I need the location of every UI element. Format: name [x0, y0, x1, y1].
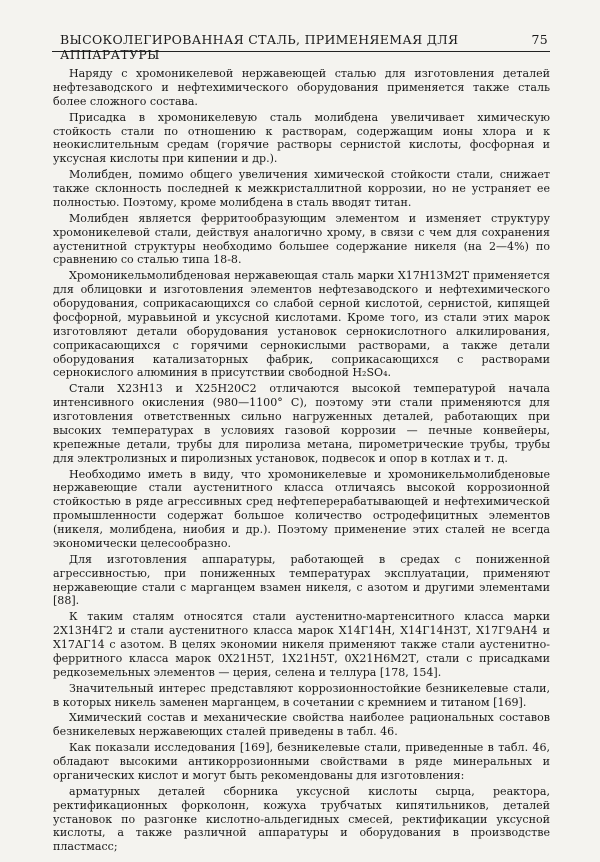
paragraph: Необходимо иметь в виду, что хромоникелевые и хромоникельмолибденовые нержавеющие стали аустенитного класса отличаясь высокой коррозионной стойкостью в ряде агрессивных сред нефтеперерабатывающей и нефтехимической промышленности содержат большое количество остродефицитных элементов (никеля, молибдена, ниобия и др.). Поэтому применение этих сталей не всегда экономически целесообразно. — [53, 467, 550, 550]
paragraph: Молибден является ферритообразующим элементом и изменяет структуру хромоникелевой стали, действуя аналогично хрому, в связи с чем для сохранения аустенитной структуры необходимо большее содержание никеля (на 2—4%) по сравнению со сталью типа 18-8. — [53, 211, 550, 267]
running-header — [60, 32, 548, 62]
paragraph: К таким сталям относятся стали аустенитно-мартенситного класса марки 2Х13Н4Г2 и стали аустенитного класса марок Х14Г14Н, Х14Г14Н3Т, Х17Г9АН4 и Х17АГ14 с азотом. В целях экономии никеля применяют также стали аустенитно-ферритного класса марок 0Х21Н5Т, 1Х21Н5Т, 0Х21Н6М2Т, стали с присадками редкоземельных элементов — церия, селена и теллура [178, 154]. — [53, 610, 550, 679]
paragraph: Как показали исследования [169], безникелевые стали, приведенные в табл. 46, обладают высокими антикоррозионными свойствами в ряде минеральных и органических кислот и могут быть рекомендованы для изготовления: — [53, 741, 550, 782]
paragraph: Химический состав и механические свойства наиболее рациональных составов безникелевых нержавеющих сталей приведены в табл. 46. — [53, 711, 550, 739]
body-text — [53, 67, 550, 854]
paragraph: Стали Х23Н13 и Х25Н20С2 отличаются высокой температурой начала интенсивного окисления (980—1100° С), поэтому эти стали применяются для изготовления ответственных сильно нагруженных деталей, работающих при высоких температурах в условиях газовой коррозии — печные конвейеры, крепежные детали, трубы для пиролиза метана, пирометрические трубы, трубы для электролизных и пиролизных установок, подвесок и опор в котлах и т. д. — [53, 382, 550, 465]
paragraph: Значительный интерес представляют коррозионностойкие безникелевые стали, в которых никель заменен марганцем, в сочетании с кремнием и титаном [169]. — [53, 681, 550, 709]
paragraph: Хромоникельмолибденовая нержавеющая сталь марки Х17Н13М2Т применяется для облицовки и изготовления элементов нефтезаводского и нефтехимического оборудования, соприкасающихся со слабой серной кислотой, сернистой, кипящей фосфорной, муравьиной и уксусной кислотами. Кроме того, из стали этих марок изготовляют детали оборудования установок сернокислотного алкилирования, соприкасающихся с горячими сернокислыми растворами, а также детали оборудования катализаторных фабрик, соприкасающихся с растворами сернокислого алюминия в присутствии свободной H₂SO₄. — [53, 269, 550, 380]
paragraph: арматурных деталей сборника уксусной кислоты сырца, реактора, ректификационных форколонн, кожуха трубчатых кипятильников, деталей установок по разгонке кислотно-альдегидных смесей, ректификации уксусной кислоты, а также различной аппаратуры и оборудования в производстве пластмасс; — [53, 784, 550, 854]
header-rule — [52, 51, 550, 52]
paragraph: Молибден, помимо общего увеличения химической стойкости стали, снижает также склонность последней к межкристаллитной коррозии, но не устраняет ее полностью. Поэтому, кроме молибдена в сталь вводят титан. — [53, 168, 550, 209]
page-number: 75 — [531, 32, 548, 47]
paragraph: Наряду с хромоникелевой нержавеющей сталью для изготовления деталей нефтезаводского и нефтехимического оборудования применяется также сталь более сложного состава. — [53, 67, 550, 108]
paragraph: Для изготовления аппаратуры, работающей в средах с пониженной агрессивностью, при пониженных температурах эксплуатации, применяют нержавеющие стали с марганцем взамен никеля, с азотом и другими элементами [88]. — [53, 552, 550, 608]
running-title: ВЫСОКОЛЕГИРОВАННАЯ СТАЛЬ, ПРИМЕНЯЕМАЯ ДЛЯ АППАРАТУРЫ — [60, 32, 459, 62]
paragraph: Присадка в хромоникелевую сталь молибдена увеличивает химическую стойкость стали по отношению к растворам, содержащим ионы хлора и к неокислительным средам (горячие растворы сернистой кислоты, фосфорная и уксусная кислоты при кипении и др.). — [53, 110, 550, 166]
